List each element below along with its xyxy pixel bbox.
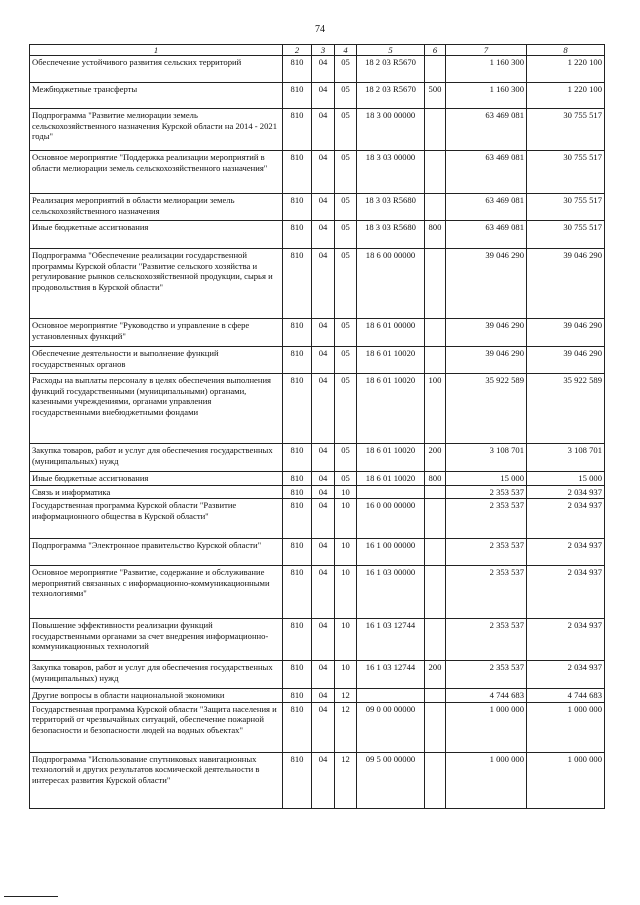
section-code: 04 [312, 472, 335, 485]
target-article-code: 18 6 01 10020 [357, 444, 425, 472]
target-article-code: 18 2 03 R5670 [357, 56, 425, 83]
subsection-code: 12 [335, 702, 357, 752]
subsection-code: 05 [335, 472, 357, 485]
row-name: Основное мероприятие "Развитие, содержание и обслуживание мероприятий связанных с информационно-коммуникационными технологиями" [30, 566, 283, 619]
amount-year-2: 1 000 000 [527, 752, 605, 808]
amount-year-1: 35 922 589 [446, 374, 527, 444]
amount-year-1: 39 046 290 [446, 319, 527, 347]
table-row [30, 472, 605, 485]
ministry-code: 810 [283, 689, 312, 702]
section-code: 04 [312, 374, 335, 444]
page-number: 74 [315, 24, 325, 35]
expense-type-code [425, 319, 446, 347]
column-number: 5 [357, 45, 425, 56]
amount-year-2: 2 034 937 [527, 619, 605, 661]
amount-year-1: 39 046 290 [446, 249, 527, 319]
amount-year-2: 39 046 290 [527, 249, 605, 319]
ministry-code: 810 [283, 249, 312, 319]
amount-year-1: 2 353 537 [446, 661, 527, 689]
section-code: 04 [312, 56, 335, 83]
row-name: Основное мероприятие "Руководство и управление в сфере установленных функций" [30, 319, 283, 347]
table-row [30, 56, 605, 83]
expense-type-code [425, 194, 446, 221]
amount-year-2: 30 755 517 [527, 109, 605, 151]
target-article-code: 18 6 01 10020 [357, 472, 425, 485]
ministry-code: 810 [283, 221, 312, 249]
target-article-code: 18 3 03 R5680 [357, 194, 425, 221]
target-article-code: 18 2 03 R5670 [357, 83, 425, 109]
target-article-code: 18 6 01 00000 [357, 319, 425, 347]
table-row [30, 221, 605, 249]
subsection-code: 05 [335, 374, 357, 444]
section-code: 04 [312, 109, 335, 151]
section-code: 04 [312, 83, 335, 109]
ministry-code: 810 [283, 619, 312, 661]
section-code: 04 [312, 319, 335, 347]
footnote-rule [4, 896, 58, 897]
target-article-code: 18 3 00 00000 [357, 109, 425, 151]
target-article-code [357, 689, 425, 702]
table-row [30, 319, 605, 347]
target-article-code: 16 1 03 00000 [357, 566, 425, 619]
amount-year-1: 2 353 537 [446, 619, 527, 661]
subsection-code: 05 [335, 221, 357, 249]
amount-year-2: 30 755 517 [527, 221, 605, 249]
expense-type-code [425, 56, 446, 83]
row-name: Другие вопросы в области национальной экономики [30, 689, 283, 702]
row-name: Межбюджетные трансферты [30, 83, 283, 109]
section-code: 04 [312, 194, 335, 221]
expense-type-code [425, 689, 446, 702]
table-row [30, 566, 605, 619]
expense-type-code [425, 702, 446, 752]
ministry-code: 810 [283, 151, 312, 194]
row-name: Закупка товаров, работ и услуг для обеспечения государственных (муниципальных) нужд [30, 444, 283, 472]
ministry-code: 810 [283, 566, 312, 619]
subsection-code: 10 [335, 661, 357, 689]
ministry-code: 810 [283, 319, 312, 347]
amount-year-1: 39 046 290 [446, 347, 527, 374]
ministry-code: 810 [283, 472, 312, 485]
table-row [30, 109, 605, 151]
target-article-code: 09 5 00 00000 [357, 752, 425, 808]
row-name: Повышение эффективности реализации функций государственными органами за счет внедрения информационно-коммуникационных технологий [30, 619, 283, 661]
target-article-code: 16 1 03 12744 [357, 661, 425, 689]
row-name: Иные бюджетные ассигнования [30, 221, 283, 249]
amount-year-2: 30 755 517 [527, 151, 605, 194]
table-row [30, 347, 605, 374]
row-name: Связь и информатика [30, 485, 283, 498]
table-row [30, 249, 605, 319]
amount-year-2: 35 922 589 [527, 374, 605, 444]
column-number: 4 [335, 45, 357, 56]
amount-year-1: 1 000 000 [446, 702, 527, 752]
target-article-code: 18 6 00 00000 [357, 249, 425, 319]
ministry-code: 810 [283, 539, 312, 566]
column-number: 7 [446, 45, 527, 56]
table-row [30, 702, 605, 752]
target-article-code: 18 6 01 10020 [357, 374, 425, 444]
amount-year-2: 4 744 683 [527, 689, 605, 702]
amount-year-1: 4 744 683 [446, 689, 527, 702]
amount-year-2: 39 046 290 [527, 347, 605, 374]
amount-year-1: 2 353 537 [446, 539, 527, 566]
target-article-code: 16 1 03 12744 [357, 619, 425, 661]
table-row [30, 444, 605, 472]
subsection-code: 05 [335, 109, 357, 151]
amount-year-1: 63 469 081 [446, 194, 527, 221]
section-code: 04 [312, 566, 335, 619]
amount-year-1: 1 160 300 [446, 56, 527, 83]
table-row [30, 661, 605, 689]
table-row [30, 83, 605, 109]
table-row [30, 752, 605, 808]
ministry-code: 810 [283, 109, 312, 151]
expense-type-code: 800 [425, 221, 446, 249]
subsection-code: 12 [335, 689, 357, 702]
expense-type-code [425, 499, 446, 539]
row-name: Государственная программа Курской области "Защита населения и территорий от чрезвычайных ситуаций, обеспечение пожарной безопасности и безопасности людей на водных объектах" [30, 702, 283, 752]
section-code: 04 [312, 539, 335, 566]
subsection-code: 10 [335, 566, 357, 619]
subsection-code: 05 [335, 83, 357, 109]
target-article-code: 16 1 00 00000 [357, 539, 425, 566]
column-number: 8 [527, 45, 605, 56]
ministry-code: 810 [283, 83, 312, 109]
row-name: Закупка товаров, работ и услуг для обеспечения государственных (муниципальных) нужд [30, 661, 283, 689]
target-article-code: 18 3 03 R5680 [357, 221, 425, 249]
ministry-code: 810 [283, 347, 312, 374]
table-row [30, 689, 605, 702]
column-number: 3 [312, 45, 335, 56]
ministry-code: 810 [283, 374, 312, 444]
amount-year-2: 2 034 937 [527, 485, 605, 498]
amount-year-2: 2 034 937 [527, 499, 605, 539]
amount-year-2: 2 034 937 [527, 661, 605, 689]
expense-type-code [425, 249, 446, 319]
subsection-code: 05 [335, 151, 357, 194]
subsection-code: 05 [335, 347, 357, 374]
section-code: 04 [312, 702, 335, 752]
target-article-code: 09 0 00 00000 [357, 702, 425, 752]
subsection-code: 10 [335, 485, 357, 498]
table-row [30, 374, 605, 444]
row-name: Реализация мероприятий в области мелиорации земель сельскохозяйственного назначения [30, 194, 283, 221]
expense-type-code: 800 [425, 472, 446, 485]
column-number: 2 [283, 45, 312, 56]
target-article-code: 18 6 01 10020 [357, 347, 425, 374]
amount-year-1: 63 469 081 [446, 221, 527, 249]
section-code: 04 [312, 499, 335, 539]
section-code: 04 [312, 485, 335, 498]
ministry-code: 810 [283, 444, 312, 472]
amount-year-2: 2 034 937 [527, 539, 605, 566]
section-code: 04 [312, 752, 335, 808]
amount-year-1: 2 353 537 [446, 485, 527, 498]
table-row [30, 194, 605, 221]
expense-type-code: 200 [425, 661, 446, 689]
amount-year-1: 63 469 081 [446, 151, 527, 194]
amount-year-1: 1 160 300 [446, 83, 527, 109]
amount-year-1: 63 469 081 [446, 109, 527, 151]
subsection-code: 10 [335, 499, 357, 539]
column-number: 1 [30, 45, 283, 56]
expense-type-code [425, 752, 446, 808]
section-code: 04 [312, 221, 335, 249]
budget-table [29, 44, 605, 809]
row-name: Обеспечение деятельности и выполнение функций государственных органов [30, 347, 283, 374]
amount-year-1: 2 353 537 [446, 499, 527, 539]
expense-type-code [425, 151, 446, 194]
amount-year-1: 1 000 000 [446, 752, 527, 808]
row-name: Подпрограмма "Использование спутниковых навигационных технологий и других результатов космической деятельности в интересах развития Курской области" [30, 752, 283, 808]
ministry-code: 810 [283, 702, 312, 752]
ministry-code: 810 [283, 194, 312, 221]
column-number: 6 [425, 45, 446, 56]
expense-type-code [425, 109, 446, 151]
expense-type-code: 500 [425, 83, 446, 109]
section-code: 04 [312, 151, 335, 194]
table-row [30, 485, 605, 498]
section-code: 04 [312, 689, 335, 702]
target-article-code: 16 0 00 00000 [357, 499, 425, 539]
subsection-code: 05 [335, 56, 357, 83]
amount-year-2: 3 108 701 [527, 444, 605, 472]
ministry-code: 810 [283, 499, 312, 539]
expense-type-code: 200 [425, 444, 446, 472]
table-row [30, 499, 605, 539]
ministry-code: 810 [283, 752, 312, 808]
subsection-code: 05 [335, 444, 357, 472]
table-row [30, 619, 605, 661]
ministry-code: 810 [283, 485, 312, 498]
section-code: 04 [312, 444, 335, 472]
amount-year-2: 1 220 100 [527, 83, 605, 109]
column-numbers-row [30, 45, 605, 56]
amount-year-2: 2 034 937 [527, 566, 605, 619]
table-row [30, 151, 605, 194]
expense-type-code [425, 347, 446, 374]
expense-type-code [425, 566, 446, 619]
ministry-code: 810 [283, 56, 312, 83]
expense-type-code [425, 539, 446, 566]
amount-year-2: 1 220 100 [527, 56, 605, 83]
section-code: 04 [312, 661, 335, 689]
amount-year-2: 1 000 000 [527, 702, 605, 752]
amount-year-2: 39 046 290 [527, 319, 605, 347]
section-code: 04 [312, 347, 335, 374]
section-code: 04 [312, 619, 335, 661]
row-name: Иные бюджетные ассигнования [30, 472, 283, 485]
amount-year-1: 3 108 701 [446, 444, 527, 472]
ministry-code: 810 [283, 661, 312, 689]
target-article-code [357, 485, 425, 498]
expense-type-code: 100 [425, 374, 446, 444]
amount-year-2: 15 000 [527, 472, 605, 485]
subsection-code: 05 [335, 249, 357, 319]
section-code: 04 [312, 249, 335, 319]
expense-type-code [425, 485, 446, 498]
row-name: Подпрограмма "Развитие мелиорации земель сельскохозяйственного назначения Курской области на 2014 - 2021 годы" [30, 109, 283, 151]
row-name: Подпрограмма "Обеспечение реализации государственной программы Курской области "Развитие сельского хозяйства и регулирование рынков сельскохозяйственной продукции, сырья и продовольствия в Курской области" [30, 249, 283, 319]
row-name: Расходы на выплаты персоналу в целях обеспечения выполнения функций государственными (муниципальными) органами, казенными учреждениями, органами управления государственными внебюджетными фондами [30, 374, 283, 444]
subsection-code: 05 [335, 194, 357, 221]
row-name: Обеспечение устойчивого развития сельских территорий [30, 56, 283, 83]
subsection-code: 05 [335, 319, 357, 347]
table-row [30, 539, 605, 566]
amount-year-1: 2 353 537 [446, 566, 527, 619]
subsection-code: 12 [335, 752, 357, 808]
amount-year-2: 30 755 517 [527, 194, 605, 221]
subsection-code: 10 [335, 619, 357, 661]
subsection-code: 10 [335, 539, 357, 566]
expense-type-code [425, 619, 446, 661]
row-name: Основное мероприятие "Поддержка реализации мероприятий в области мелиорации земель сельскохозяйственного назначения" [30, 151, 283, 194]
row-name: Государственная программа Курской области "Развитие информационного общества в Курской области" [30, 499, 283, 539]
amount-year-1: 15 000 [446, 472, 527, 485]
row-name: Подпрограмма "Электронное правительство Курской области" [30, 539, 283, 566]
target-article-code: 18 3 03 00000 [357, 151, 425, 194]
